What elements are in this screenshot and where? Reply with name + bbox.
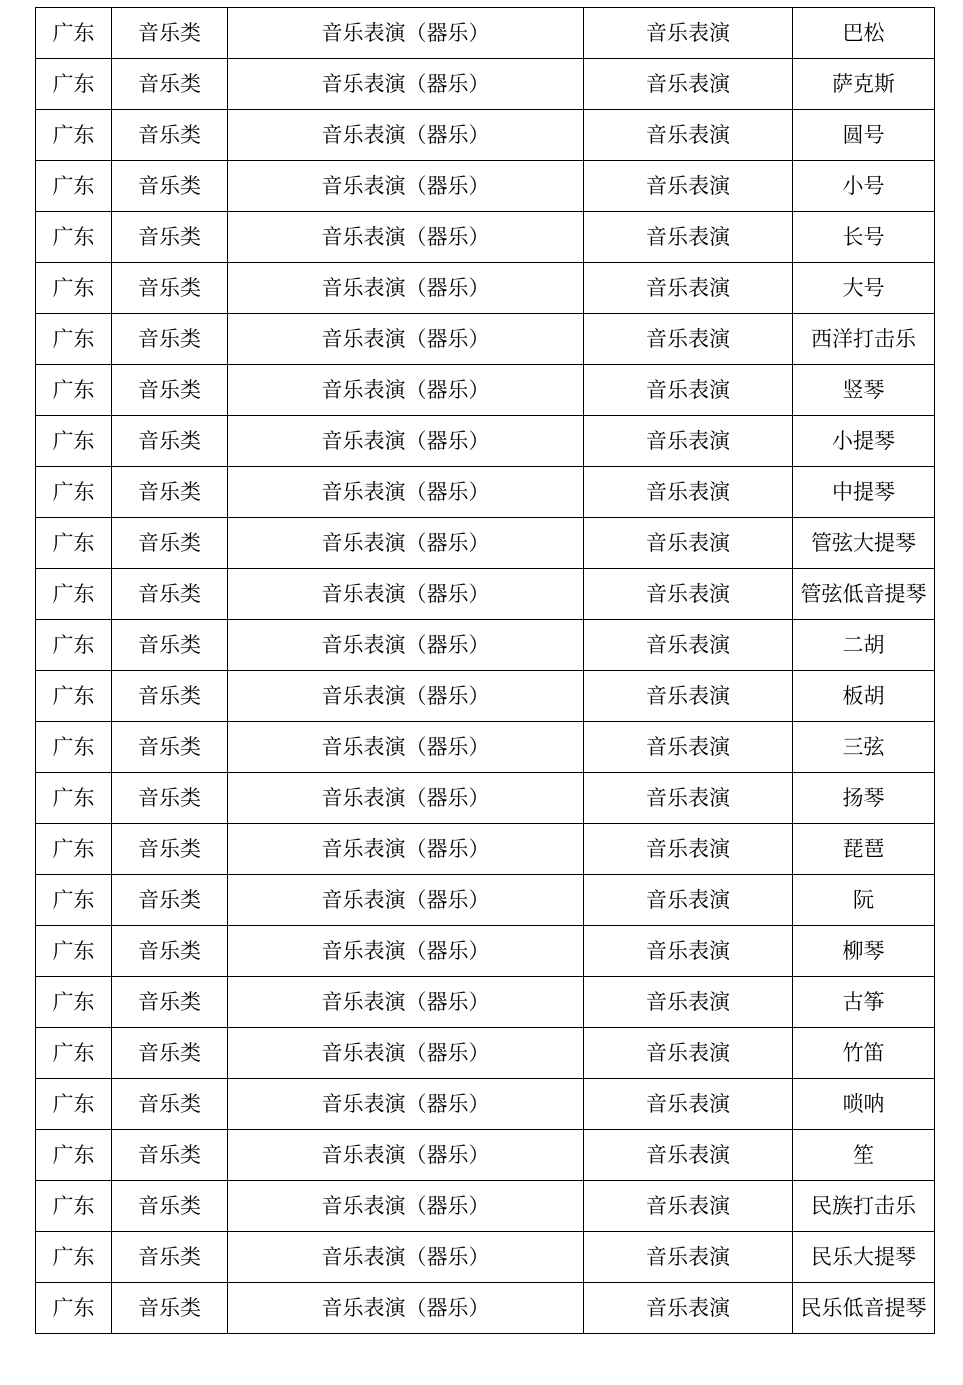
table-row <box>36 722 935 773</box>
instrument-cell: 扬琴 <box>793 773 935 824</box>
table-row <box>36 1232 935 1283</box>
province-cell: 广东 <box>36 314 112 365</box>
field-cell: 音乐表演 <box>584 59 793 110</box>
instrument-cell: 二胡 <box>793 620 935 671</box>
province-cell: 广东 <box>36 824 112 875</box>
table-row <box>36 773 935 824</box>
table-row <box>36 926 935 977</box>
category-cell: 音乐类 <box>112 8 228 59</box>
instrument-cell: 柳琴 <box>793 926 935 977</box>
category-cell: 音乐类 <box>112 824 228 875</box>
table-row <box>36 1079 935 1130</box>
major-cell: 音乐表演（器乐） <box>228 161 584 212</box>
province-cell: 广东 <box>36 1232 112 1283</box>
major-cell: 音乐表演（器乐） <box>228 365 584 416</box>
major-cell: 音乐表演（器乐） <box>228 314 584 365</box>
instrument-cell: 长号 <box>793 212 935 263</box>
table-row <box>36 365 935 416</box>
category-cell: 音乐类 <box>112 314 228 365</box>
table-row <box>36 620 935 671</box>
table-row <box>36 569 935 620</box>
field-cell: 音乐表演 <box>584 263 793 314</box>
major-cell: 音乐表演（器乐） <box>228 1130 584 1181</box>
province-cell: 广东 <box>36 161 112 212</box>
province-cell: 广东 <box>36 110 112 161</box>
major-cell: 音乐表演（器乐） <box>228 620 584 671</box>
major-cell: 音乐表演（器乐） <box>228 926 584 977</box>
instrument-table <box>35 7 935 1334</box>
table-row <box>36 467 935 518</box>
category-cell: 音乐类 <box>112 1028 228 1079</box>
category-cell: 音乐类 <box>112 518 228 569</box>
field-cell: 音乐表演 <box>584 773 793 824</box>
instrument-cell: 民族打击乐 <box>793 1181 935 1232</box>
province-cell: 广东 <box>36 8 112 59</box>
field-cell: 音乐表演 <box>584 8 793 59</box>
category-cell: 音乐类 <box>112 671 228 722</box>
category-cell: 音乐类 <box>112 110 228 161</box>
major-cell: 音乐表演（器乐） <box>228 875 584 926</box>
table-row <box>36 977 935 1028</box>
major-cell: 音乐表演（器乐） <box>228 110 584 161</box>
field-cell: 音乐表演 <box>584 977 793 1028</box>
instrument-cell: 民乐大提琴 <box>793 1232 935 1283</box>
table-body <box>36 8 935 1334</box>
field-cell: 音乐表演 <box>584 518 793 569</box>
major-cell: 音乐表演（器乐） <box>228 416 584 467</box>
category-cell: 音乐类 <box>112 1232 228 1283</box>
field-cell: 音乐表演 <box>584 1232 793 1283</box>
field-cell: 音乐表演 <box>584 1028 793 1079</box>
instrument-cell: 琵琶 <box>793 824 935 875</box>
table-row <box>36 875 935 926</box>
table-row <box>36 314 935 365</box>
province-cell: 广东 <box>36 1028 112 1079</box>
table-row <box>36 1028 935 1079</box>
instrument-cell: 小提琴 <box>793 416 935 467</box>
major-cell: 音乐表演（器乐） <box>228 773 584 824</box>
major-cell: 音乐表演（器乐） <box>228 824 584 875</box>
major-cell: 音乐表演（器乐） <box>228 1181 584 1232</box>
field-cell: 音乐表演 <box>584 110 793 161</box>
major-cell: 音乐表演（器乐） <box>228 263 584 314</box>
major-cell: 音乐表演（器乐） <box>228 1232 584 1283</box>
field-cell: 音乐表演 <box>584 416 793 467</box>
field-cell: 音乐表演 <box>584 875 793 926</box>
instrument-cell: 萨克斯 <box>793 59 935 110</box>
table-row <box>36 1130 935 1181</box>
category-cell: 音乐类 <box>112 1181 228 1232</box>
category-cell: 音乐类 <box>112 59 228 110</box>
province-cell: 广东 <box>36 518 112 569</box>
category-cell: 音乐类 <box>112 161 228 212</box>
field-cell: 音乐表演 <box>584 926 793 977</box>
instrument-cell: 圆号 <box>793 110 935 161</box>
instrument-cell: 大号 <box>793 263 935 314</box>
major-cell: 音乐表演（器乐） <box>228 467 584 518</box>
category-cell: 音乐类 <box>112 416 228 467</box>
instrument-cell: 巴松 <box>793 8 935 59</box>
province-cell: 广东 <box>36 59 112 110</box>
major-cell: 音乐表演（器乐） <box>228 8 584 59</box>
table-row <box>36 161 935 212</box>
table-row <box>36 59 935 110</box>
table-row <box>36 1181 935 1232</box>
province-cell: 广东 <box>36 569 112 620</box>
province-cell: 广东 <box>36 467 112 518</box>
instrument-cell: 板胡 <box>793 671 935 722</box>
category-cell: 音乐类 <box>112 722 228 773</box>
field-cell: 音乐表演 <box>584 569 793 620</box>
field-cell: 音乐表演 <box>584 314 793 365</box>
province-cell: 广东 <box>36 926 112 977</box>
table-row <box>36 110 935 161</box>
major-cell: 音乐表演（器乐） <box>228 977 584 1028</box>
category-cell: 音乐类 <box>112 569 228 620</box>
category-cell: 音乐类 <box>112 467 228 518</box>
province-cell: 广东 <box>36 1181 112 1232</box>
major-cell: 音乐表演（器乐） <box>228 59 584 110</box>
field-cell: 音乐表演 <box>584 671 793 722</box>
province-cell: 广东 <box>36 1130 112 1181</box>
table-row <box>36 518 935 569</box>
instrument-cell: 竹笛 <box>793 1028 935 1079</box>
major-cell: 音乐表演（器乐） <box>228 212 584 263</box>
instrument-cell: 竖琴 <box>793 365 935 416</box>
province-cell: 广东 <box>36 365 112 416</box>
major-cell: 音乐表演（器乐） <box>228 1283 584 1334</box>
category-cell: 音乐类 <box>112 977 228 1028</box>
field-cell: 音乐表演 <box>584 1079 793 1130</box>
province-cell: 广东 <box>36 977 112 1028</box>
province-cell: 广东 <box>36 722 112 773</box>
field-cell: 音乐表演 <box>584 365 793 416</box>
instrument-cell: 民乐低音提琴 <box>793 1283 935 1334</box>
category-cell: 音乐类 <box>112 365 228 416</box>
category-cell: 音乐类 <box>112 212 228 263</box>
field-cell: 音乐表演 <box>584 1283 793 1334</box>
field-cell: 音乐表演 <box>584 161 793 212</box>
instrument-cell: 中提琴 <box>793 467 935 518</box>
table-row <box>36 416 935 467</box>
category-cell: 音乐类 <box>112 263 228 314</box>
category-cell: 音乐类 <box>112 1130 228 1181</box>
instrument-cell: 三弦 <box>793 722 935 773</box>
province-cell: 广东 <box>36 620 112 671</box>
category-cell: 音乐类 <box>112 1283 228 1334</box>
instrument-cell: 唢呐 <box>793 1079 935 1130</box>
table-row <box>36 824 935 875</box>
instrument-cell: 古筝 <box>793 977 935 1028</box>
major-cell: 音乐表演（器乐） <box>228 1028 584 1079</box>
major-cell: 音乐表演（器乐） <box>228 518 584 569</box>
province-cell: 广东 <box>36 416 112 467</box>
instrument-cell: 管弦低音提琴 <box>793 569 935 620</box>
province-cell: 广东 <box>36 263 112 314</box>
province-cell: 广东 <box>36 1079 112 1130</box>
field-cell: 音乐表演 <box>584 620 793 671</box>
instrument-cell: 小号 <box>793 161 935 212</box>
major-cell: 音乐表演（器乐） <box>228 722 584 773</box>
instrument-cell: 阮 <box>793 875 935 926</box>
table-row <box>36 212 935 263</box>
category-cell: 音乐类 <box>112 875 228 926</box>
province-cell: 广东 <box>36 773 112 824</box>
province-cell: 广东 <box>36 875 112 926</box>
category-cell: 音乐类 <box>112 620 228 671</box>
field-cell: 音乐表演 <box>584 1130 793 1181</box>
field-cell: 音乐表演 <box>584 1181 793 1232</box>
category-cell: 音乐类 <box>112 773 228 824</box>
major-cell: 音乐表演（器乐） <box>228 1079 584 1130</box>
province-cell: 广东 <box>36 212 112 263</box>
major-cell: 音乐表演（器乐） <box>228 671 584 722</box>
table-row <box>36 1283 935 1334</box>
category-cell: 音乐类 <box>112 926 228 977</box>
field-cell: 音乐表演 <box>584 722 793 773</box>
field-cell: 音乐表演 <box>584 212 793 263</box>
major-cell: 音乐表演（器乐） <box>228 569 584 620</box>
instrument-cell: 笙 <box>793 1130 935 1181</box>
document-table-container <box>35 7 934 1334</box>
table-row <box>36 671 935 722</box>
province-cell: 广东 <box>36 671 112 722</box>
instrument-cell: 西洋打击乐 <box>793 314 935 365</box>
table-row <box>36 263 935 314</box>
instrument-cell: 管弦大提琴 <box>793 518 935 569</box>
table-row <box>36 8 935 59</box>
field-cell: 音乐表演 <box>584 467 793 518</box>
field-cell: 音乐表演 <box>584 824 793 875</box>
category-cell: 音乐类 <box>112 1079 228 1130</box>
province-cell: 广东 <box>36 1283 112 1334</box>
